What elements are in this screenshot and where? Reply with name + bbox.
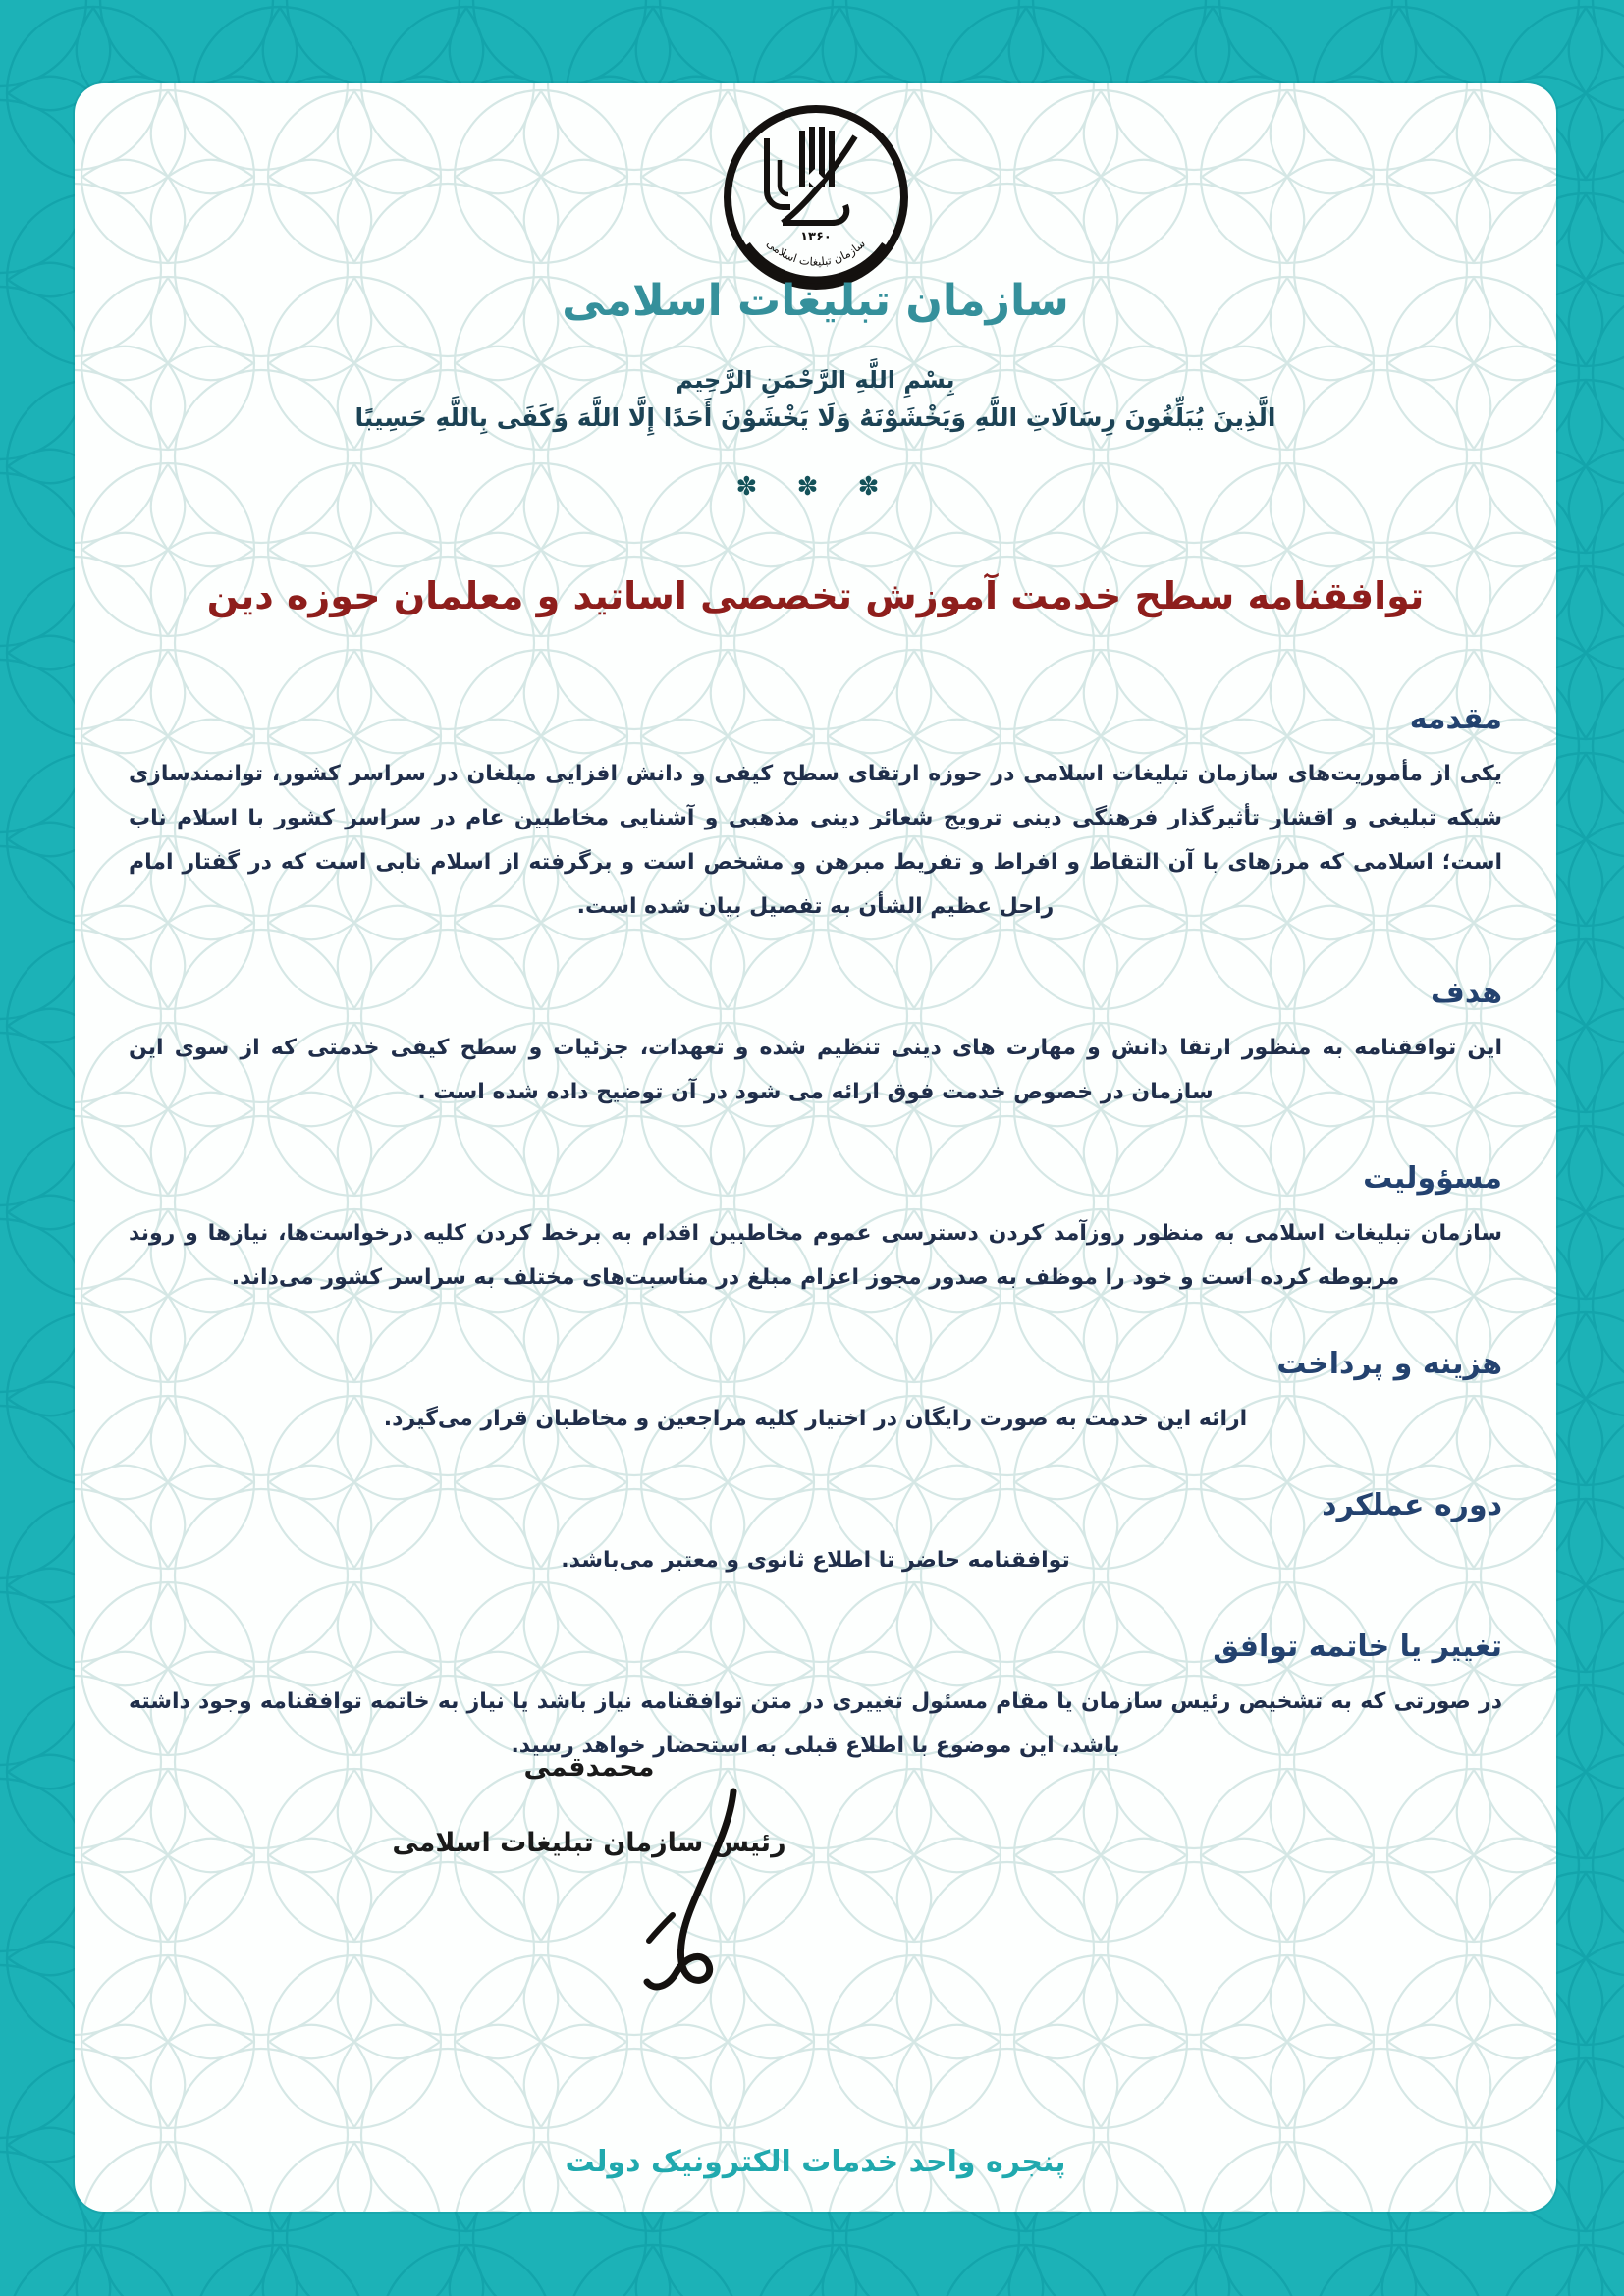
section-heading: تغییر یا خاتمه توافق xyxy=(1213,1629,1502,1664)
section-goal xyxy=(129,976,1502,1114)
section-cost-payment xyxy=(129,1347,1502,1441)
section-body: یکی از مأموریت‌های سازمان تبلیغات اسلامی در حوزه ارتقای سطح کیفی و دانش افزایی مبلغان در سراسر کشور، توانمندسازی شبکه تبلیغی و اقشار تأثیرگذار فرهنگی دینی ترویج شعائر دینی مذهبی و آشنایی مخاطبین عام در سراسر کشور با اسلام ناب است؛ اسلامی که مرزهای با آن التقاط و افراط و تفریط مبرهن و مشخص است و برگرفته از اسلام نابی است که در گفتار امام راحل عظیم الشأن به تفصیل بیان شده است. xyxy=(129,762,1502,919)
footer-text: پنجره واحد خدمات الکترونیک دولت xyxy=(565,2145,1066,2179)
section-body: توافقنامه حاضر تا اطلاع ثانوی و معتبر می‌باشد. xyxy=(561,1548,1070,1573)
organization-emblem xyxy=(713,99,919,295)
emblem-year: ۱۳۶۰ xyxy=(799,230,832,244)
section-responsibility xyxy=(129,1161,1502,1300)
section-body: در صورتی که به تشخیص رئیس سازمان یا مقام مسئول تغییری در متن توافقنامه نیاز باشد یا نیاز به خاتمه توافقنامه وجود داشته باشد، این موضوع با اطلاع قبلی به استحضار خواهد رسید. xyxy=(129,1689,1502,1758)
section-heading: مسؤولیت xyxy=(1363,1161,1502,1196)
document-page xyxy=(75,83,1556,2212)
sections-container xyxy=(129,702,1502,1815)
signature-block xyxy=(334,1752,844,1858)
signatory-title: رئیس سازمان تبلیغات اسلامی xyxy=(392,1828,786,1858)
section-heading: هدف xyxy=(1431,976,1502,1010)
handwritten-signature xyxy=(623,1786,771,2011)
section-body: سازمان تبلیغات اسلامی به منظور روزآمد کردن دسترسی عموم مخاطبین اقدام به برخط کردن کلیه درخواست‌ها، نیازها و روند مربوطه کرده است و خود را موظف به صدور مجوز اعزام مبلغ در مناسبت‌های مختلف به سراسر کشور می‌داند. xyxy=(129,1221,1502,1290)
section-heading: هزینه و پرداخت xyxy=(1276,1347,1502,1381)
organization-logo xyxy=(713,99,919,299)
quran-verse-text: الَّذِينَ يُبَلِّغُونَ رِسَالَاتِ اللَّهِ وَيَخْشَوْنَهُ وَلَا يَخْشَوْنَ أَحَدًا إِلَّا اللَّهَ وَكَفَى بِاللَّهِ حَسِيبًا xyxy=(354,403,1276,432)
section-heading: دوره عملکرد xyxy=(1322,1488,1502,1522)
section-body: این توافقنامه به منظور ارتقا دانش و مهارت های دینی تنظیم شده و تعهدات، جزئیات و سطح کیفی خدمتی که از سوی این سازمان در خصوص خدمت فوق ارائه می شود در آن توضیح داده شده است . xyxy=(129,1036,1502,1104)
section-performance-period xyxy=(129,1488,1502,1582)
bismillah-text: بِسْمِ اللَّهِ الرَّحْمَنِ الرَّحِيم xyxy=(676,366,955,394)
section-change-termination xyxy=(129,1629,1502,1768)
organization-name-calligraphy: سازمان تبلیغات اسلامی xyxy=(562,276,1069,326)
ornament-asterisks: ✽ ✽ ✽ xyxy=(735,472,895,502)
section-introduction xyxy=(129,702,1502,929)
signatory-name: محمدقمی xyxy=(523,1752,655,1783)
document-title: توافقنامه سطح خدمت آموزش تخصصی اساتید و معلمان حوزه دین xyxy=(206,574,1425,617)
section-heading: مقدمه xyxy=(1409,702,1502,736)
emblem-caption: سازمان تبلیغات اسلامی xyxy=(763,236,868,269)
section-body: ارائه این خدمت به صورت رایگان در اختیار کلیه مراجعین و مخاطبان قرار می‌گیرد. xyxy=(383,1407,1248,1431)
allah-monogram-icon xyxy=(767,127,855,223)
